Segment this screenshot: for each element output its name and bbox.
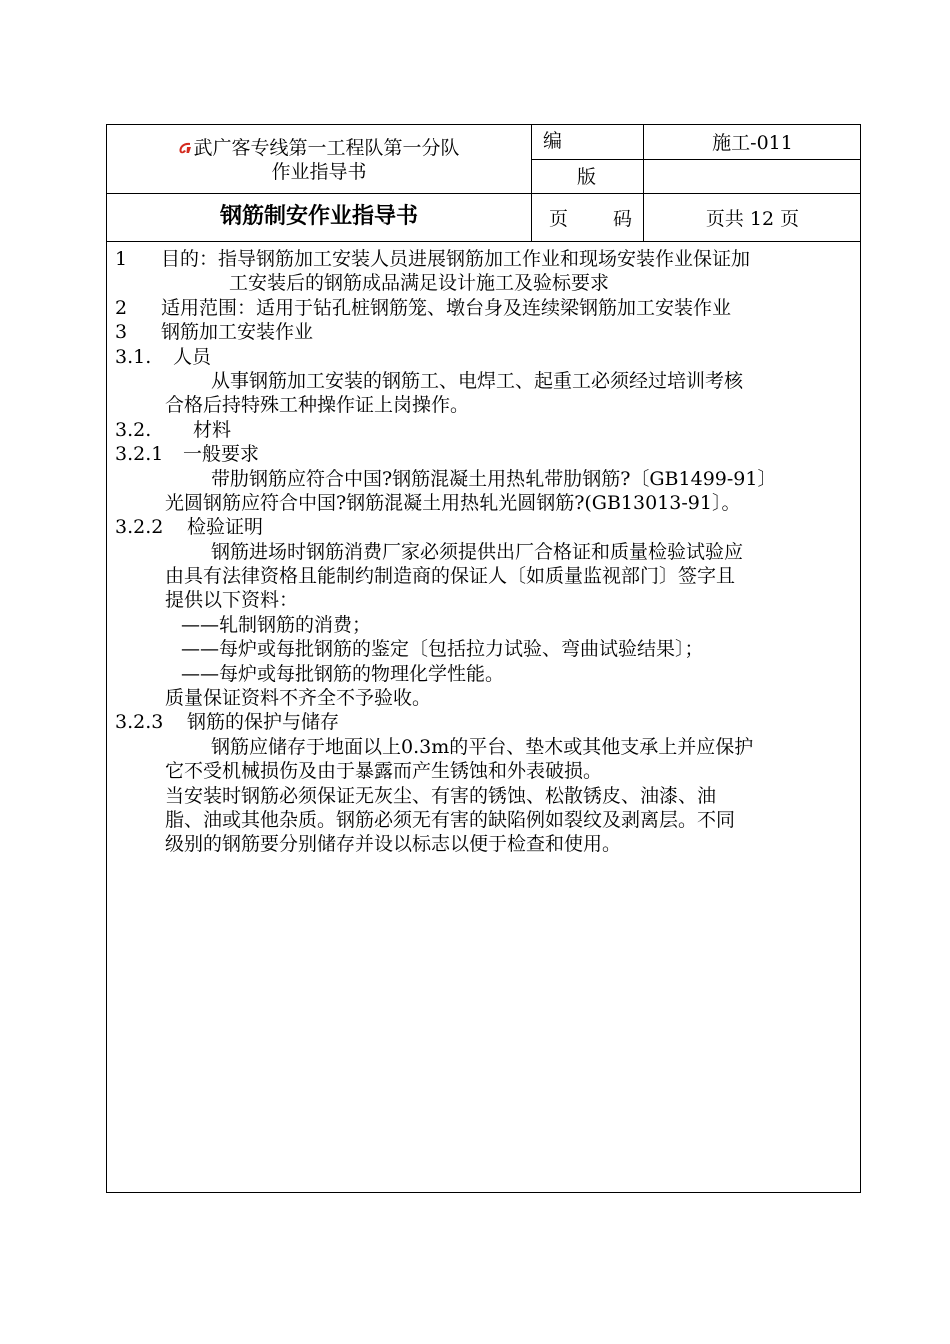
- document-body: [115, 247, 854, 857]
- org-name-line: [107, 137, 531, 159]
- org-subtitle: 作业指导书: [271, 161, 367, 183]
- section-heading: 3.2. 材料: [115, 418, 232, 441]
- body-line: 3 钢筋加工安装作业: [115, 321, 314, 344]
- body-line: 脂、油或其他杂质。钢筋必须无有害的缺陷例如裂纹及剥离层。不同: [165, 808, 736, 831]
- header-divider-row-3: [107, 241, 860, 242]
- body-line: 提供以下资料：: [165, 589, 299, 612]
- label-ban: 版: [577, 166, 597, 188]
- document-frame: [106, 124, 861, 1193]
- list-item: ——每炉或每批钢筋的鉴定〔包括拉力试验、弯曲试验结果〕；: [181, 638, 704, 661]
- section-heading: 3.2.3 钢筋的保护与储存: [115, 711, 340, 734]
- body-line: 从事钢筋加工安装的钢筋工、电焊工、起重工必须经过培训考核: [211, 369, 744, 392]
- body-line: 它不受机械损伤及由于暴露而产生锈蚀和外表破损。: [165, 760, 603, 783]
- body-line: 带肋钢筋应符合中国?钢筋混凝土用热轧带肋钢筋?〔GB1499-91〕: [211, 467, 777, 490]
- company-logo-icon: [178, 141, 192, 155]
- body-line: 2 适用范围：适用于钻孔桩钢筋笼、墩台身及连续梁钢筋加工安装作业: [115, 296, 732, 319]
- section-heading: 3.2.1 一般要求: [115, 443, 260, 466]
- org-block: [107, 125, 531, 193]
- label-page: 页: [549, 208, 569, 230]
- body-line: 合格后持特殊工种操作证上岗操作。: [165, 394, 470, 417]
- doc-number: 施工-011: [712, 132, 793, 154]
- body-line: 钢筋应储存于地面以上0.3m的平台、垫木或其他支承上并应保护: [211, 735, 754, 758]
- body-line: 当安装时钢筋必须保证无灰尘、有害的锈蚀、松散锈皮、油漆、油: [165, 784, 717, 807]
- body-line: 工安装后的钢筋成品满足设计施工及验标要求: [229, 272, 610, 295]
- body-line: 质量保证资料不齐全不予验收。: [165, 687, 432, 710]
- list-item: ——轧制钢筋的消费；: [181, 613, 372, 636]
- body-line: 由具有法律资格且能制约制造商的保证人〔如质量监视部门〕签字且: [165, 565, 736, 588]
- page-info: 页共 12 页: [705, 208, 800, 230]
- body-line: 钢筋进场时钢筋消费厂家必须提供出厂合格证和质量检验试验应: [211, 540, 744, 563]
- header-divider-row-1: [531, 159, 860, 160]
- label-code: 码: [613, 208, 633, 230]
- label-bian: 编: [543, 130, 563, 152]
- section-heading: 3.2.2 检验证明: [115, 516, 264, 539]
- list-item: ——每炉或每批钢筋的物理化学性能。: [181, 662, 505, 685]
- header-divider-1: [531, 125, 532, 241]
- org-name: 武广客专线第一工程队第一分队: [193, 137, 460, 159]
- body-line: 光圆钢筋应符合中国?钢筋混凝土用热轧光圆钢筋?(GB13013-91〕。: [165, 491, 741, 514]
- body-line: 级别的钢筋要分别储存并设以标志以便于检查和使用。: [165, 833, 622, 856]
- section-heading: 3.1. 人员: [115, 345, 212, 368]
- document-title: 钢筋制安作业指导书: [219, 204, 418, 229]
- body-line: 1 目的：指导钢筋加工安装人员进展钢筋加工作业和现场安装作业保证加: [115, 248, 751, 270]
